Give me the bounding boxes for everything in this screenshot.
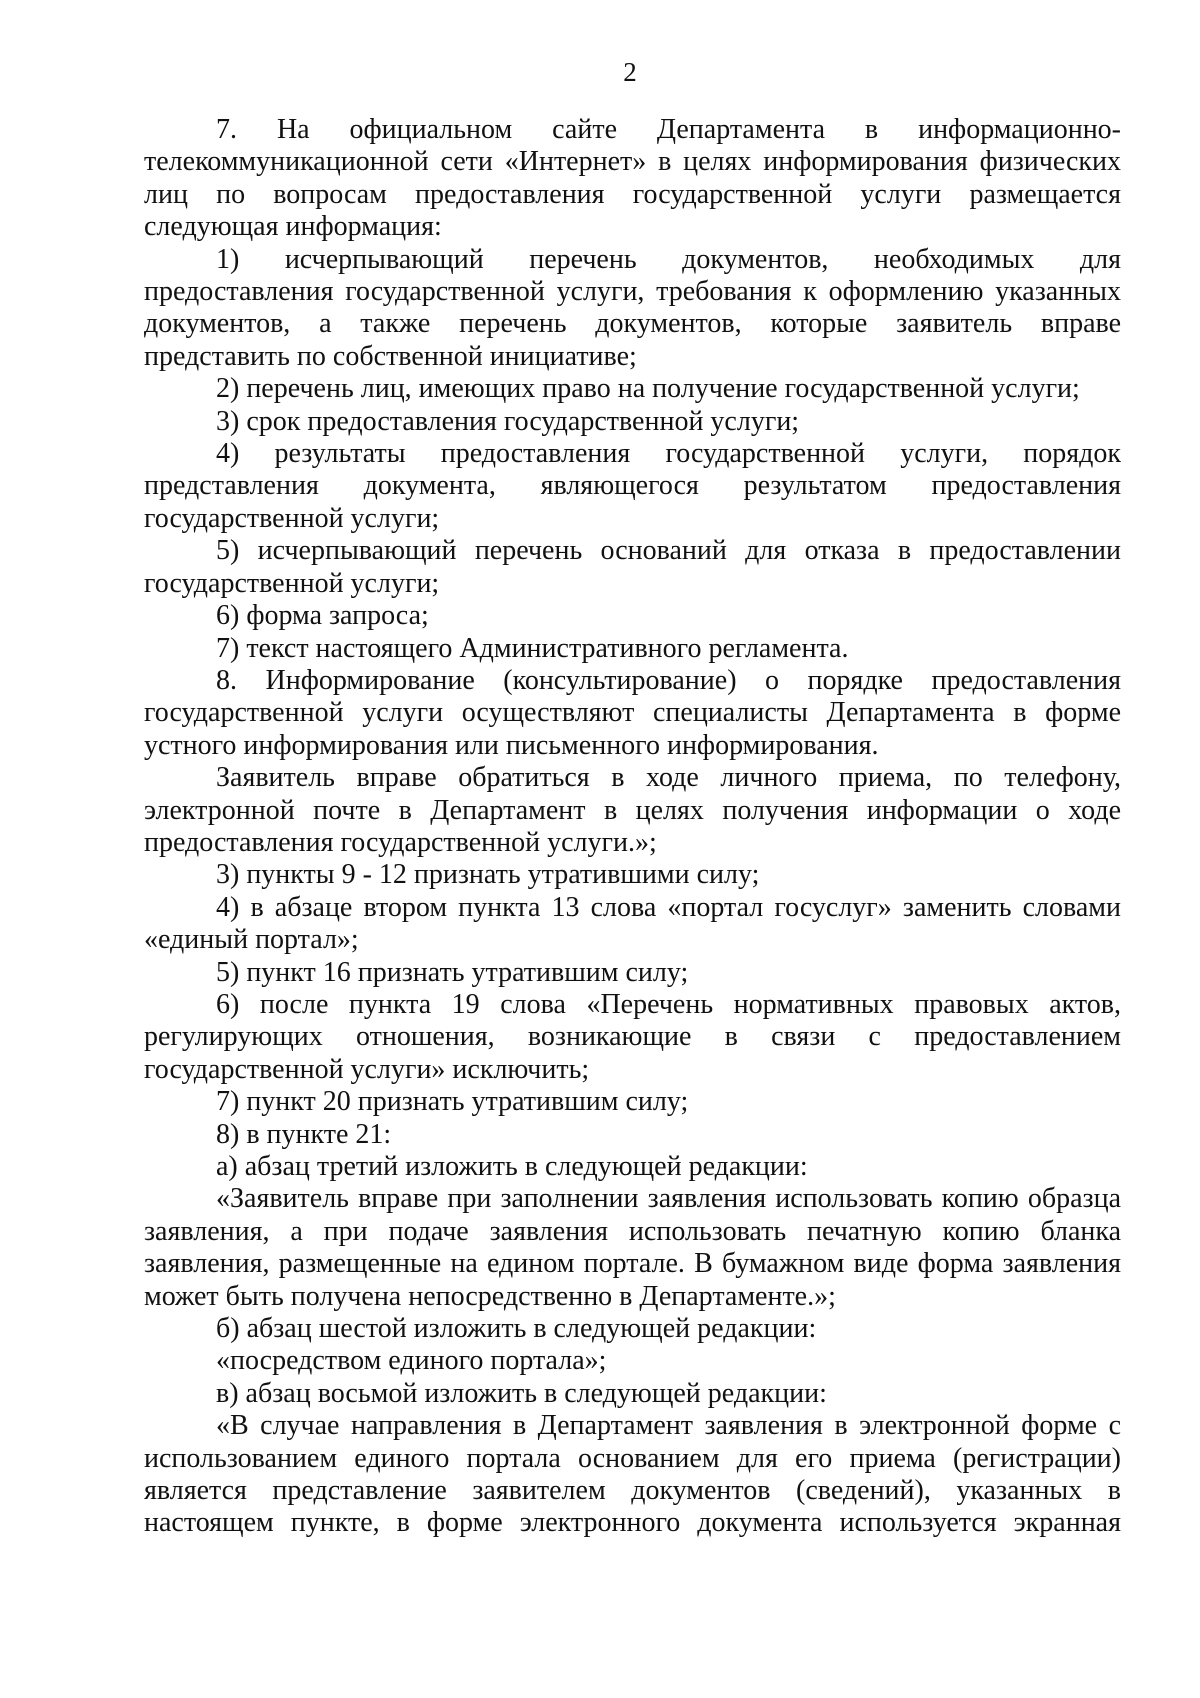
quoted-paragraph-a: «Заявитель вправе при заполнении заявления использовать копию образца заявления, а при подаче заявления использовать печатную копию бланка заявления, размещенные на едином портале. В бумажном виде форма заявления может быть получена непосредственно в Департаменте.»; — [144, 1183, 1121, 1312]
list-item-3-term: 3) срок предоставления государственной услуги; — [216, 405, 800, 437]
document-body — [144, 114, 1121, 1540]
amendment-6: 6) после пункта 19 слова «Перечень нормативных правовых актов, регулирующих отношения, возникающие в связи с предоставлением государственной услуги» исключить; — [144, 988, 1121, 1085]
subitem-b: б) абзац шестой изложить в следующей редакции: — [216, 1313, 817, 1345]
amendment-7: 7) пункт 20 признать утратившим силу; — [216, 1086, 689, 1118]
list-item-1-documents: 1) исчерпывающий перечень документов, необходимых для предоставления государственной услуги, требования к оформлению указанных документов, а также перечень документов, которые заявитель вправе представить по собственной инициативе; — [144, 243, 1121, 372]
list-item-6-request-form: 6) форма запроса; — [216, 600, 429, 632]
subitem-a: а) абзац третий изложить в следующей редакции: — [216, 1151, 808, 1182]
amendment-5: 5) пункт 16 признать утратившим силу; — [216, 956, 689, 988]
paragraph-applicant-contact: Заявитель вправе обратиться в ходе личного приема, по телефону, электронной почте в Департамент в целях получения информации о ходе предоставления государственной услуги.»; — [144, 762, 1121, 858]
list-item-5-refusal-grounds: 5) исчерпывающий перечень оснований для отказа в предоставлении государственной услуги; — [144, 535, 1121, 599]
subitem-v: в) абзац восьмой изложить в следующей редакции: — [216, 1377, 827, 1409]
quoted-paragraph-b: «посредством единого портала»; — [216, 1345, 607, 1377]
amendment-3: 3) пункты 9 - 12 признать утратившими силу; — [216, 859, 760, 891]
list-item-7-regulation-text: 7) текст настоящего Административного регламента. — [216, 632, 849, 664]
list-item-4-results: 4) результаты предоставления государственной услуги, порядок представления документа, являющегося результатом предоставления государственной услуги; — [144, 438, 1121, 534]
paragraph-7-website-info: 7. На официальном сайте Департамента в информационно-телекоммуникационной сети «Интернет» в целях информирования физических лиц по вопросам предоставления государственной услуги размещается следующая информация: — [144, 114, 1121, 243]
page-number: 2 — [623, 57, 637, 87]
quoted-paragraph-v: «В случае направления в Департамент заявления в электронной форме с использованием единого портала основанием для его приема (регистрации) является представление заявителем документов (сведений), указанных в настоящем пункте, в форме электронного документа используется экранная — [144, 1410, 1121, 1539]
paragraph-8-informing: 8. Информирование (консультирование) о порядке предоставления государственной услуги осуществляют специалисты Департамента в форме устного информирования или письменного информирования. — [144, 664, 1121, 761]
amendment-8: 8) в пункте 21: — [216, 1118, 392, 1150]
amendment-4: 4) в абзаце втором пункта 13 слова «портал госуслуг» заменить словами «единый портал»; — [144, 891, 1121, 956]
list-item-2-persons: 2) перечень лиц, имеющих право на получение государственной услуги; — [216, 373, 1080, 405]
